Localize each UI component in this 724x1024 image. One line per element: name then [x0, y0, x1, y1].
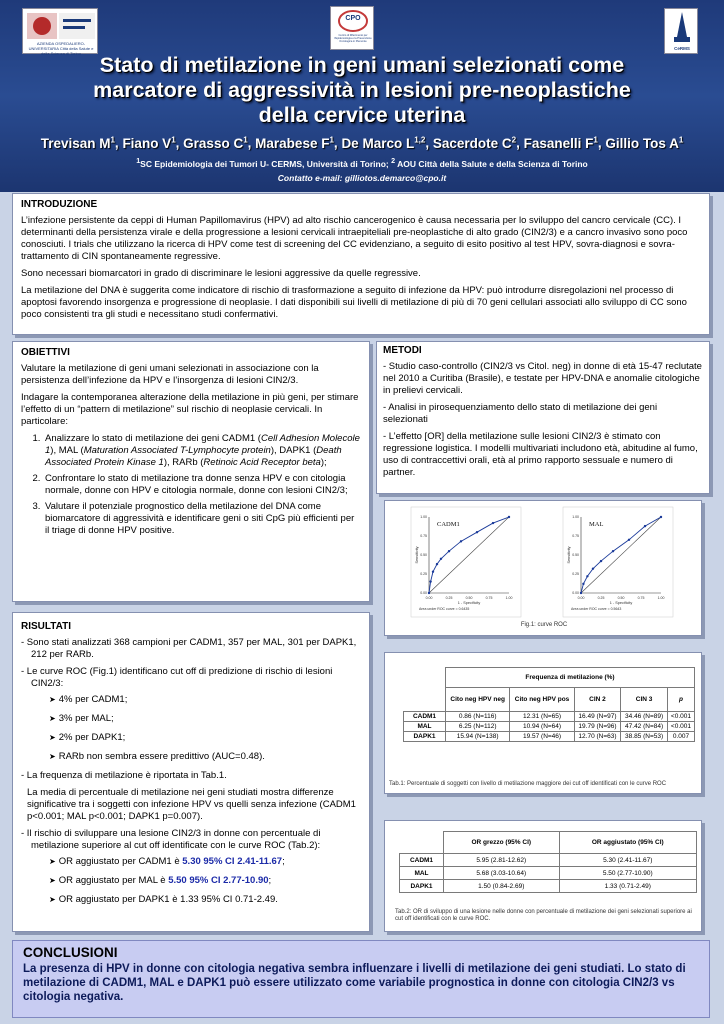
- arrow-bullet-icon: ➤: [49, 695, 56, 704]
- cutoff-item: ➤ 4% per CADM1;: [49, 694, 128, 705]
- hospital-logo-text: AZIENDA OSPEDALIERO-UNIVERSITARIA Città della Salute e della Scienza di Torino: [28, 41, 94, 56]
- intro-section: [12, 193, 710, 335]
- roc-curve-point: [644, 525, 646, 527]
- roc-x-tick-label: 0.00: [577, 596, 585, 600]
- roc-y-tick-label: 0.50: [572, 553, 579, 557]
- methods-section: [376, 341, 710, 494]
- hospital-logo: [22, 8, 98, 54]
- roc-y-tick-label: 0.75: [420, 534, 427, 538]
- roc-y-tick-label: 0.00: [420, 591, 427, 595]
- or-item-cadm1: ➤ OR aggiustato per CADM1 è 5.30 95% CI 2.41-11.67;: [49, 856, 285, 867]
- roc-curve-point: [429, 580, 431, 582]
- table-1-header: Cito neg HPV neg: [446, 688, 510, 712]
- arrow-bullet-icon: ➤: [49, 895, 56, 904]
- author-affiliation-sup: 1: [593, 135, 598, 144]
- objective-item-1: 1. Analizzare lo stato di metilazione dei geni CADM1 (Cell Adhesion Molecole 1), MAL (Maturation Associated T-Lymphocyte protein), DAPK1 (Death Associated Protein Kinase 1), RARb (Retinoic Acid Receptor beta);: [43, 433, 361, 469]
- arrow-bullet-icon: ➤: [49, 733, 56, 742]
- affiliations: [0, 157, 724, 169]
- table-1-box: [384, 652, 702, 794]
- arrow-bullet-icon: ➤: [49, 857, 56, 866]
- affil-sup-2: 2: [391, 157, 396, 165]
- roc-y-axis-label: Sensitivity: [415, 546, 419, 564]
- roc-curve-point: [628, 539, 630, 541]
- roc-curve-point: [508, 516, 510, 518]
- roc-y-tick-label: 1.00: [420, 515, 427, 519]
- cutoff-list: [49, 694, 361, 763]
- mole-antonelliana-icon: [665, 9, 699, 45]
- roc-curve-point: [432, 571, 434, 573]
- objectives-list: [43, 433, 361, 537]
- roc-curve-point: [582, 583, 584, 585]
- table-2-caption: Tab.2: OR di sviluppo di una lesione nelle donne con percentuale di metilazione dei geni selezionati superiore ai cut off identificati con le curve ROC.: [395, 909, 692, 922]
- table-1-header: Cito neg HPV pos: [510, 688, 574, 712]
- roc-y-tick-label: 0.00: [572, 591, 579, 595]
- or-item-mal: ➤ OR aggiustato per MAL è 5.50 95% CI 2.77-10.90;: [49, 875, 272, 886]
- author-affiliation-sup: 1: [678, 135, 684, 144]
- cpo-logo-subtext: Centro di Riferimento per l'Epidemiologia e la Prevenzione Oncologica in Piemonte: [334, 34, 372, 44]
- results-title: RISULTATI: [21, 621, 71, 632]
- results-item-1: - Sono stati analizzati 368 campioni per CADM1, 357 per MAL, 301 per DAPK1, 212 per RARb.: [21, 637, 357, 660]
- roc-x-tick-label: 0.25: [445, 596, 453, 600]
- table-row: DAPK1 15.94 (N=138) 19.57 (N=46) 12.70 (N=63) 38.85 (N=53) 0.007: [404, 732, 695, 742]
- roc-curve-point: [436, 563, 438, 565]
- author-name: Gillio Tos $A^1$: [605, 135, 684, 151]
- figure-caption: Fig.1: curve ROC: [520, 622, 568, 628]
- results-item-2: - Le curve ROC (Fig.1) identificano cut off di predizione di rischio di lesioni CIN2/3: ➤ 4% per CADM1; ➤ 3% per MAL; ➤ 2% per DAPK1; ➤ RARb non sembra essere predittivo (AUC=0.48).: [21, 666, 361, 763]
- affil-2: AOU Città della Salute e della Scienza di Torino: [395, 158, 588, 169]
- methods-item-3: - L’effetto [OR] della metilazione sulle lesioni CIN2/3 è stimato con regressione logistica. I modelli multivariati includono età, abitudine al fumo, uso di contraccettivi orali, età al primo rapporto sessuale e numero di partner.: [383, 431, 698, 478]
- author-affiliation-sup: 1: [243, 135, 248, 144]
- poster-header: [0, 0, 724, 192]
- roc-y-tick-label: 0.25: [420, 572, 427, 576]
- cerms-logo-text: CeRMS: [674, 46, 690, 51]
- roc-curve-point: [460, 540, 462, 542]
- roc-y-tick-label: 1.00: [572, 515, 579, 519]
- cutoff-item: ➤ 2% per DAPK1;: [49, 732, 126, 743]
- cerms-logo: [664, 8, 698, 54]
- cutoff-item: ➤ RARb non sembra essere predittivo (AUC=0.48).: [49, 751, 265, 762]
- roc-curve-point: [448, 550, 450, 552]
- title-line-3: della cervice uterina: [258, 103, 466, 127]
- author-name: Fiano $V^1$: [122, 135, 176, 151]
- results-item-4: - Il rischio di sviluppare una lesione CIN2/3 in donne con percentuale di metilazione superiore al cut off identificate con le curve ROC (Tab.2): ➤ OR aggiustato per CADM1 è 5.30 95% CI 2.41-11.67; ➤ OR aggiustato per MAL è 5.50 95% CI 2.77-10.90; ➤ OR aggiustato per DAPK1 è 1.33 95% CI 0.71-2.49.: [21, 828, 361, 906]
- results-item-3: - La frequenza di metilazione è riportata in Tab.1.: [21, 770, 227, 781]
- author-name: Fasanelli $F^1$: [523, 135, 598, 151]
- author-name: Sacerdote $C^2$: [432, 135, 517, 151]
- roc-curve-point: [592, 567, 594, 569]
- roc-chart-title: MAL: [589, 521, 604, 529]
- table-2-header: OR aggiustato (95% CI): [559, 832, 696, 854]
- objectives-section: [12, 341, 370, 602]
- roc-x-tick-label: 1.00: [657, 596, 665, 600]
- roc-x-tick-label: 0.75: [485, 596, 493, 600]
- roc-figure: [384, 500, 702, 636]
- author-name: Marabese $F^1$: [255, 135, 334, 151]
- roc-curve-point: [586, 575, 588, 577]
- methods-title: METODI: [383, 345, 422, 356]
- conclusions-section: [12, 940, 710, 1018]
- table-1-group-header: Frequenza di metilazione (%): [446, 668, 695, 688]
- objectives-title: OBIETTIVI: [21, 347, 70, 358]
- arrow-bullet-icon: ➤: [49, 752, 56, 761]
- cpo-logo: [330, 6, 374, 50]
- roc-y-axis-label: Sensitivity: [567, 546, 571, 564]
- roc-y-tick-label: 0.75: [572, 534, 579, 538]
- roc-curve-point: [492, 522, 494, 524]
- roc-x-axis-label: 1 - Specificity: [609, 601, 633, 605]
- objective-item-3: 3. Valutare il potenziale prognostico della metilazione del DNA come biomarcatore di aggressività e identificare geni o siti CpG più efficienti per il triage di donne HPV positive.: [43, 501, 361, 537]
- table-1-header: p: [667, 688, 694, 712]
- roc-curve-point: [612, 550, 614, 552]
- table-row: CADM1 5.95 (2.81-12.62) 5.30 (2.41-11.67): [400, 854, 697, 867]
- contact-email: Contatto e-mail: gilliotos.demarco@cpo.it: [277, 173, 447, 183]
- objectives-paragraph-1: Valutare la metilazione di geni umani selezionati in associazione con la persistenza dell’infezione da HPV e l’insorgenza di lesioni CIN2/3.: [21, 363, 319, 386]
- intro-paragraph-2: Sono necessari biomarcatori in grado di discriminare le lesioni aggressive da quelle regressive.: [21, 268, 421, 279]
- table-1-header: CIN 3: [621, 688, 668, 712]
- roc-curve-point: [660, 516, 662, 518]
- roc-curve-point: [600, 560, 602, 562]
- results-item-3-detail: La media di percentuale di metilazione nei geni studiati mostra differenze significative tra i soggetti con infezione HPV vs quelli senza infezione (CADM1 p<0.001; MAL p<0.001; DAPK1 p=0.007).: [27, 787, 356, 822]
- roc-y-tick-label: 0.50: [420, 553, 427, 557]
- title-line-1: Stato di metilazione in geni umani selezionati come: [99, 53, 625, 77]
- results-section: [12, 612, 370, 932]
- roc-x-tick-label: 0.75: [637, 596, 645, 600]
- author-affiliation-sup: 2: [511, 135, 517, 144]
- arrow-bullet-icon: ➤: [49, 876, 56, 885]
- author-affiliation-sup: 1: [110, 135, 115, 144]
- intro-paragraph-3: La metilazione del DNA è suggerita come indicatore di rischio di trasformazione a seguito di infezione da HPV: può introdurre disregolazioni nel processo di apoptosi favorendo insorgenza e progressione di neoplasie. I dati disponibili sui livelli di metilazione di più di 70 geni cellulari associati allo sviluppo di CC sono poco consistenti tra gli studi e necessitano studi confermativi.: [21, 285, 687, 320]
- roc-x-tick-label: 0.25: [597, 596, 605, 600]
- roc-curve-point: [428, 592, 430, 594]
- table-row: MAL 6.25 (N=112) 10.94 (N=64) 19.79 (N=96) 47.42 (N=84) <0.001: [404, 722, 695, 732]
- roc-curve-point: [580, 592, 582, 594]
- affil-sup-1: 1: [136, 157, 141, 165]
- roc-y-tick-label: 0.25: [572, 572, 579, 576]
- table-row: DAPK1 1.50 (0.84-2.69) 1.33 (0.71-2.49): [400, 880, 697, 893]
- poster-title: [60, 53, 664, 128]
- roc-auc-label: Area under ROC curve = 0.6435: [419, 607, 470, 611]
- methods-item-1: - Studio caso-controllo (CIN2/3 vs Citol. neg) in donne di età 15-47 reclutate nel 2010 a Curitiba (Brasile), e testate per HPV-DNA e anomalie citologiche in prelievi cervicali.: [383, 361, 702, 396]
- methylation-frequency-table: [403, 667, 695, 742]
- intro-paragraph-1: L’infezione persistente da ceppi di Human Papillomavirus (HPV) ad alto rischio cancerogenico è causa necessaria per lo sviluppo del cancro cervicale (CC). I determinanti della persistenza virale e della progressione a lesioni cervicali intraepiteliali pre-neoplastiche di alto grado (CIN2/3) e a cancro invasivo sono poco conosciuti. I trials che utilizzano la ricerca di HPV come test di screening del CC evidenziano, a seguito di esito positivo al test HPV, sovra-diagnosi e sovra-trattamento di CIN spontaneamente regressive.: [21, 215, 688, 262]
- roc-charts: [385, 501, 703, 621]
- objectives-paragraph-2: Indagare la contemporanea alterazione della metilazione in più geni, per stimare l’effetto di un “pattern di metilazione” sul rischio di neoplasie cervicali. In particolare:: [21, 392, 359, 427]
- roc-auc-label: Area under ROC curve = 0.5643: [571, 607, 622, 611]
- results-list: [21, 637, 361, 782]
- results-list-2: [21, 828, 361, 906]
- or-list: [49, 856, 361, 906]
- intro-title: INTRODUZIONE: [21, 199, 98, 210]
- roc-curve-point: [440, 558, 442, 560]
- roc-x-tick-label: 1.00: [505, 596, 513, 600]
- affil-1: SC Epidemiologia dei Tumori U- CERMS, Università di Torino;: [140, 158, 392, 169]
- roc-chart-title: CADM1: [437, 521, 460, 529]
- table-1-caption: Tab.1: Percentuale di soggetti con livello di metilazione maggiore dei cut off identificati con le curve ROC: [389, 781, 667, 787]
- author-affiliation-sup: 1,2: [414, 135, 426, 144]
- author-list: Trevisan $M^1$, Fiano $V^1$, Grasso $C^1$, Marabese $F^1$, De Marco L$^{1,2}$, Sacerdote $C^2$, Fasanelli $F^1$, Gillio Tos $A^1$: [40, 135, 684, 151]
- author-affiliation-sup: 1: [171, 135, 176, 144]
- table-2-header: OR grezzo (95% CI): [444, 832, 560, 854]
- conclusions-title: CONCLUSIONI: [23, 945, 118, 960]
- table-2-box: [384, 820, 702, 932]
- table-1-header: CIN 2: [574, 688, 621, 712]
- title-line-2: marcatore di aggressività in lesioni pre-neoplastiche: [93, 78, 631, 102]
- roc-curve-point: [476, 531, 478, 533]
- roc-x-tick-label: 0.00: [425, 596, 433, 600]
- or-item-dapk1: ➤ OR aggiustato per DAPK1 è 1.33 95% CI 0.71-2.49.: [49, 894, 278, 905]
- roc-x-axis-label: 1 - Specificity: [457, 601, 481, 605]
- table-row: CADM1 0.86 (N=116) 12.31 (N=65) 16.49 (N=97) 34.46 (N=89) <0.001: [404, 712, 695, 722]
- arrow-bullet-icon: ➤: [49, 714, 56, 723]
- cpo-logo-text: CPO: [345, 15, 361, 22]
- objective-item-2: 2. Confrontare lo stato di metilazione tra donne senza HPV e con citologia normale, donne con HPV e citologia normale, donne con lesioni CIN2/3;: [43, 473, 361, 497]
- author-name: Trevisan $M^1$: [40, 135, 115, 151]
- roc-x-tick-label: 0.50: [617, 596, 625, 600]
- author-name: De Marco L$^{1,2}$: [341, 135, 426, 151]
- author-affiliation-sup: 1: [329, 135, 334, 144]
- table-row: MAL 5.68 (3.03-10.64) 5.50 (2.77-10.90): [400, 867, 697, 880]
- methods-item-2: - Analisi in pirosequenziamento dello stato di metilazione dei geni selezionati: [383, 402, 658, 425]
- odds-ratio-table: [399, 831, 697, 893]
- roc-x-tick-label: 0.50: [465, 596, 473, 600]
- author-name: Grasso $C^1$: [183, 135, 248, 151]
- cpo-logo-icon: [331, 7, 375, 37]
- cutoff-item: ➤ 3% per MAL;: [49, 713, 114, 724]
- conclusions-text: La presenza di HPV in donne con citologia negativa sembra influenzare i livelli di metilazione dei geni studiati. Lo stato di metilazione di CADM1, MAL e DAPK1 può essere utilizzato come variabile prognostica in donne con citologia CIN2/3 vs citologia negativa.: [23, 963, 686, 1003]
